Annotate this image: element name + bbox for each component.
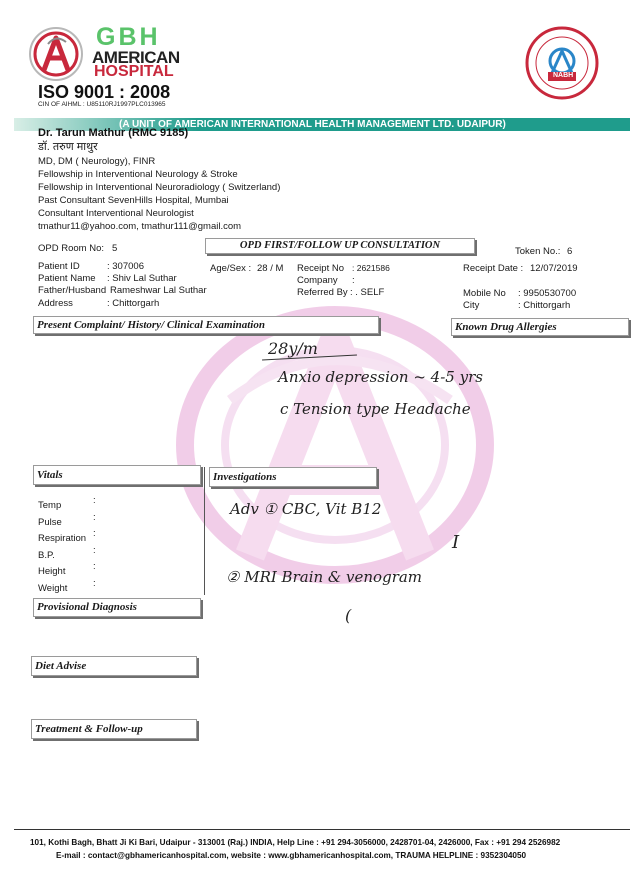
investigation-note: ② MRI Brain & venogram — [226, 568, 423, 586]
complaint-note: Anxio depression ~ 4-5 yrs — [278, 368, 483, 386]
vitals-section-header — [33, 465, 201, 485]
footer-contact: E-mail : contact@gbhamericanhospital.com, website : www.gbhamericanhospital.com, TRAUMA HELPLINE : 9352304050 — [56, 851, 527, 860]
doctor-name: Dr. Tarun Mathur (RMC 9185) — [38, 127, 189, 139]
vital-row — [38, 511, 96, 529]
referred-label: Referred By — [297, 287, 348, 298]
vitals-title: Vitals — [37, 469, 63, 481]
doctor-credentials — [38, 156, 280, 232]
complaint-section-header — [33, 316, 379, 334]
vital-row — [38, 561, 96, 578]
address-label: Address — [38, 298, 73, 309]
opd-room-value: 5 — [112, 243, 118, 254]
footer-rule — [14, 829, 630, 830]
vitals-list — [38, 495, 96, 595]
vital-row — [38, 528, 96, 545]
doctor-email: tmathur11@yahoo.com, tmathur111@gmail.com — [38, 221, 242, 232]
vital-sep: : — [93, 528, 96, 540]
investigation-note: I — [452, 532, 460, 553]
receipt-date-label: Receipt Date : — [463, 263, 524, 274]
vital-sep: : — [93, 511, 96, 523]
vital-row — [38, 495, 96, 512]
receipt-date-value: 12/07/2019 — [530, 263, 578, 274]
age-sex-label: Age/Sex : — [210, 263, 252, 274]
complaint-note: c Tension type Headache — [280, 400, 471, 418]
company-value: : — [352, 275, 355, 286]
city-value: : Chittorgarh — [518, 300, 571, 311]
vital-sep: : — [93, 544, 96, 556]
brand-hospital: HOSPITAL — [94, 63, 174, 80]
father-value: Rameshwar Lal Suthar — [110, 285, 207, 296]
banner-text: (A UNIT OF AMERICAN INTERNATIONAL HEALTH MANAGEMENT LTD. UDAIPUR) — [119, 119, 506, 130]
mobile-label: Mobile No — [463, 288, 506, 299]
provisional-section-header — [33, 598, 201, 617]
footer-address: 101, Kothi Bagh, Bhatt Ji Ki Bari, Udaipur - 313001 (Raj.) INDIA, Help Line : +91 294-3056000, 2428701-04, 2426000, Fax : +91 294 2526982 — [30, 838, 561, 847]
vital-sep: : — [93, 577, 96, 589]
credential-line: Consultant Interventional Neurologist — [38, 208, 194, 219]
provisional-title: Provisional Diagnosis — [37, 601, 137, 613]
investigation-note: ( — [345, 606, 352, 625]
vital-label: Height — [38, 566, 66, 578]
credential-line: Past Consultant SevenHills Hospital, Mumbai — [38, 195, 229, 206]
diet-section-header — [31, 656, 197, 676]
opd-room-label: OPD Room No: — [38, 243, 104, 254]
brand-gbh: GBH — [96, 23, 161, 51]
investigations-title: Investigations — [213, 471, 277, 483]
allergies-title: Known Drug Allergies — [455, 321, 557, 333]
receipt-no-label: Receipt No — [297, 263, 344, 274]
hospital-logo-icon — [28, 26, 84, 82]
city-label: City — [463, 300, 480, 311]
investigation-note: Adv ① CBC, Vit B12 — [230, 500, 382, 518]
patient-name-value: : Shiv Lal Suthar — [107, 273, 177, 284]
patient-id-label: Patient ID — [38, 261, 80, 272]
patient-name-label: Patient Name — [38, 273, 96, 284]
credential-line: MD, DM ( Neurology), FINR — [38, 156, 156, 167]
vital-label: Respiration — [38, 533, 87, 545]
doctor-name-hindi: डॉ. तरुण माथुर — [38, 141, 98, 153]
vital-row — [38, 577, 96, 595]
token-value: 6 — [567, 246, 573, 257]
investigations-section-header — [209, 467, 377, 487]
vital-label: Pulse — [38, 516, 62, 528]
treatment-title: Treatment & Follow-up — [35, 723, 143, 735]
receipt-no-value: : 2621586 — [352, 263, 390, 273]
brand-american: AMERICAN — [92, 48, 180, 67]
iso-certification: ISO 9001 : 2008 — [38, 82, 171, 102]
watermark-logo-icon — [170, 300, 500, 590]
vitals-divider — [204, 467, 205, 595]
token-label: Token No.: — [515, 246, 561, 257]
complaint-note: 28y/m — [268, 339, 318, 358]
nabh-label: NABH — [553, 72, 574, 79]
consultation-title-box — [205, 238, 475, 254]
company-label: Company — [297, 275, 338, 286]
treatment-section-header — [31, 719, 197, 739]
vital-label: Weight — [38, 582, 68, 594]
nabh-seal-icon — [524, 25, 600, 101]
father-label: Father/Husband — [38, 285, 107, 296]
vital-row — [38, 544, 96, 562]
patient-id-value: : 307006 — [107, 261, 144, 272]
diet-title: Diet Advise — [35, 660, 87, 672]
address-value: : Chittorgarh — [107, 298, 160, 309]
allergies-section-header — [451, 318, 629, 336]
consultation-title: OPD FIRST/FOLLOW UP CONSULTATION — [239, 240, 441, 251]
credential-line: Fellowship in Interventional Neurology & Stroke — [38, 169, 238, 180]
vital-label: B.P. — [38, 549, 55, 561]
vital-sep: : — [93, 561, 96, 573]
vital-sep: : — [93, 495, 96, 506]
age-sex-value: 28 / M — [257, 263, 284, 274]
vital-label: Temp — [38, 500, 62, 511]
credential-line: Fellowship in Interventional Neuroradiology ( Switzerland) — [38, 182, 281, 193]
complaint-title: Present Complaint/ History/ Clinical Examination — [37, 319, 265, 331]
cin-number: CIN OF AIHML : U85110RJ1997PLC013965 — [38, 101, 166, 108]
mobile-value: : 9950530700 — [518, 288, 577, 299]
referred-value: : . SELF — [350, 287, 385, 298]
